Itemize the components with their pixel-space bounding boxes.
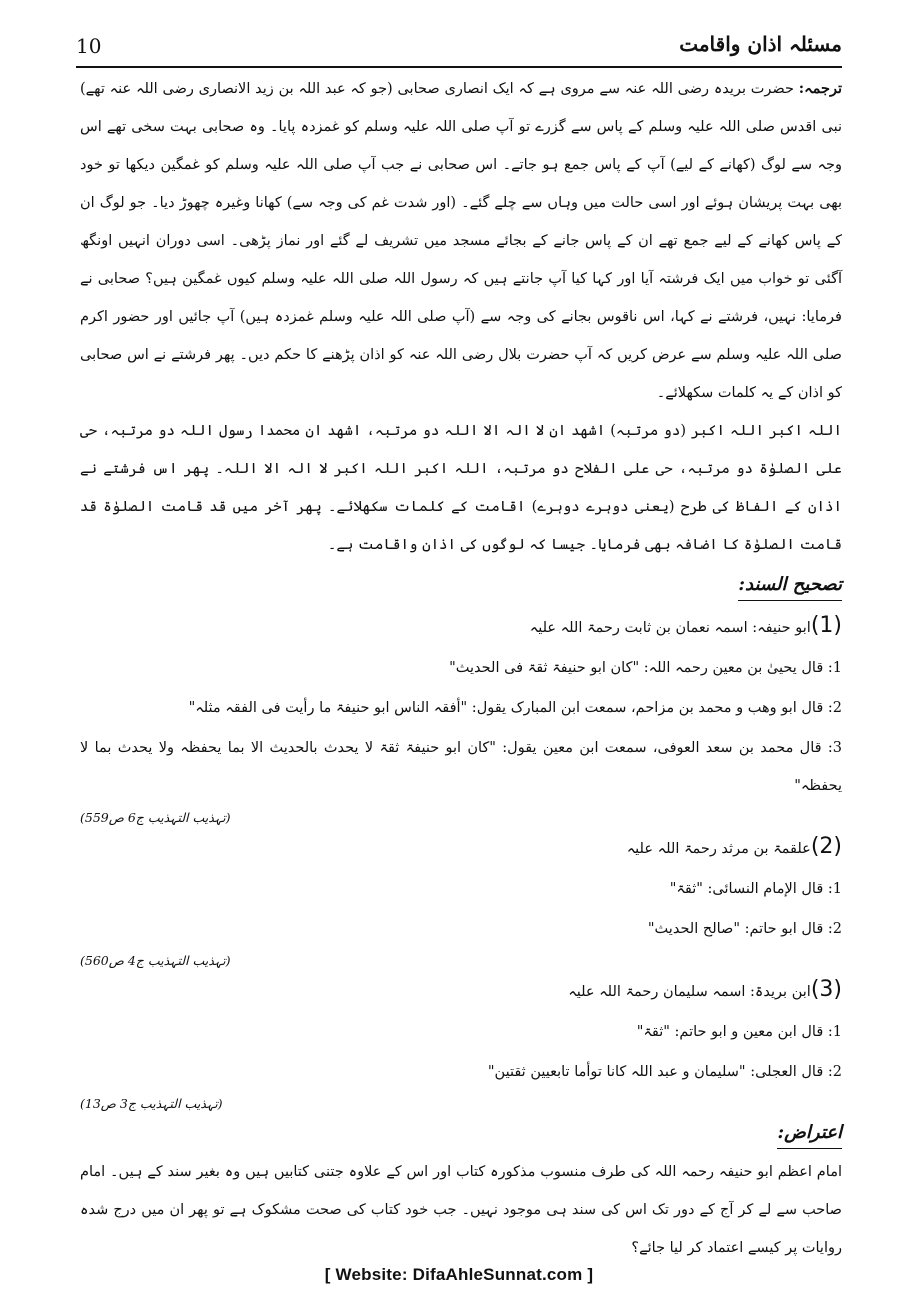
narrator-quote: 2: قال ابو حاتم: "صالح الحدیث" [647, 921, 842, 937]
running-title: مسئلہ اذان واقامت [679, 32, 842, 56]
narrator-quote: 1: قال الإمام النسائی: "ثقۃ" [669, 881, 842, 897]
narrator-quote: 1: قال یحییٰ بن معین رحمہ اللہ: "کان ابو حنیفۃ ثقۃ فی الحدیث" [449, 660, 842, 676]
narrator-name-text: ابو حنیفہ: اسمہ نعمان بن ثابت رحمۃ اللہ علیہ [529, 620, 811, 636]
narrator-name-text: علقمۃ بن مرثد رحمۃ اللہ علیہ [626, 841, 811, 857]
narrator-number: (1) [810, 613, 842, 638]
narrator-name [80, 607, 842, 647]
narrator-quote: 2: قال ابو وھب و محمد بن مزاحم، سمعت ابن المبارک یقول: "أفقہ الناس ابو حنیفۃ ما رأیت فی الفقہ مثلہ" [188, 700, 842, 716]
narrator-reference: (تہذیب التہذیب ج6 ص559) [80, 810, 231, 825]
translation-lead: ترجمہ: [798, 80, 842, 97]
narrator-block [80, 828, 842, 969]
translation-text: حضرت بریدہ رضی اللہ عنہ سے مروی ہے کہ ایک انصاری صحابی (جو کہ عبد اللہ بن زید الانصاری رضی اللہ عنہ تھے) نبی اقدس صلی اللہ علیہ وسلم کے پاس سے گزرے تو آپ صلی اللہ علیہ وسلم کو غمزدہ پایا۔ وہ صحابی بہت سخی تھے اس وجہ سے لوگ (کھانے کے لیے) آپ کے پاس جمع ہو جاتے۔ اس صحابی نے جب آپ صلی اللہ علیہ وسلم کو غمگین دیکھا تو خود بھی بہت پریشان ہوئے اور اسی حالت میں وہاں سے چلے گئے۔ (اور شدت غم کی وجہ سے) کھانا وغیرہ چھوڑ دیا۔ جو لوگ ان کے پاس کھانے کے لیے جمع تھے ان کے پاس جانے کے بجائے مسجد میں تشریف لے گئے اور نماز پڑھی۔ اسی دوران انہیں اونگھ آگئی تو خواب میں ایک فرشتہ آیا اور کہا کیا آپ جانتے ہیں کہ رسول اللہ صلی اللہ علیہ وسلم کیوں غمگین ہیں؟ صحابی نے فرمایا: نہیں، فرشتے نے کہا، اس ناقوس بجانے کی وجہ سے (آپ صلی اللہ علیہ وسلم غمزدہ ہیں) آپ جائیں اور حضور اکرم صلی اللہ علیہ وسلم سے عرض کریں کہ آپ حضرت بلال رضی اللہ عنہ کو اذان پڑھنے کا حکم دیں۔ پھر فرشتے نے اس صحابی کو اذان کے یہ کلمات سکھلائے۔ [80, 81, 842, 401]
page-number: 10 [76, 34, 102, 58]
page-header [76, 30, 842, 68]
translation-paragraph [80, 70, 842, 412]
narrator-number: (2) [810, 834, 842, 859]
narrator-block [80, 971, 842, 1112]
objection-heading: اعتراض: [777, 1118, 842, 1149]
narrator-name-text: ابن بریدۃ: اسمہ سلیمان رحمۃ اللہ علیہ [568, 984, 811, 1000]
narrator-quote: 2: قال العجلی: "سلیمان و عبد اللہ کانا توأما تابعیین ثقتین" [487, 1064, 842, 1080]
narrator-quote: 1: قال ابن معین و ابو حاتم: "ثقۃ" [636, 1024, 842, 1040]
narrator-reference: (تہذیب التہذیب ج4 ص560) [80, 953, 231, 968]
adhan-words-paragraph: اللہ اکبر اللہ اکبر (دو مرتبہ) اشھد ان لا الہ الا اللہ دو مرتبہ، اشھد ان محمدا رسول اللہ دو مرتبہ، حی علی الصلوٰۃ دو مرتبہ، حی علی الفلاح دو مرتبہ، اللہ اکبر اللہ اکبر لا الہ الا اللہ۔ پھر اس فرشتے نے اذان کے الفاظ کی طرح (یعنی دوہرے دوہرے) اقامت کے کلمات سکھلائے۔ پھر آخر میں قد قامت الصلوٰۃ قد قامت الصلوٰۃ کا اضافہ بھی فرمایا۔ جیسا کہ لوگوں کی اذان واقامت ہے۔ [80, 423, 842, 553]
narrator-name [80, 828, 842, 868]
website-footer: [ Website: DifaAhleSunnat.com ] [324, 1265, 594, 1284]
narrator-number: (3) [810, 977, 842, 1002]
narrator-reference: (تہذیب التہذیب ج3 ص13) [80, 1096, 223, 1111]
narrator-name [80, 971, 842, 1011]
page-content [80, 70, 842, 1267]
narrator-block [80, 607, 842, 826]
narrator-quote: 3: قال محمد بن سعد العوفی، سمعت ابن معین یقول: "کان ابو حنیفۃ ثقۃ لا یحدث بالحدیث الا بما یحفظہ ولا یحدث بما لا یحفظہ" [80, 740, 842, 794]
tasheeh-heading: تصحیح السند: [738, 570, 842, 601]
objection-text: امام اعظم ابو حنیفہ رحمہ اللہ کی طرف منسوب مذکورہ کتاب اور اس کے علاوہ جتنی کتابیں ہیں وہ بغیر سند کے ہیں۔ امام صاحب سے لے کر آج کے دور تک اس کی سند ہی موجود نہیں۔ جب خود کتاب کی صحت مشکوک ہے تو پھر ان میں درج شدہ روایات پر کیسے اعتماد کر لیا جائے؟ [80, 1164, 842, 1256]
